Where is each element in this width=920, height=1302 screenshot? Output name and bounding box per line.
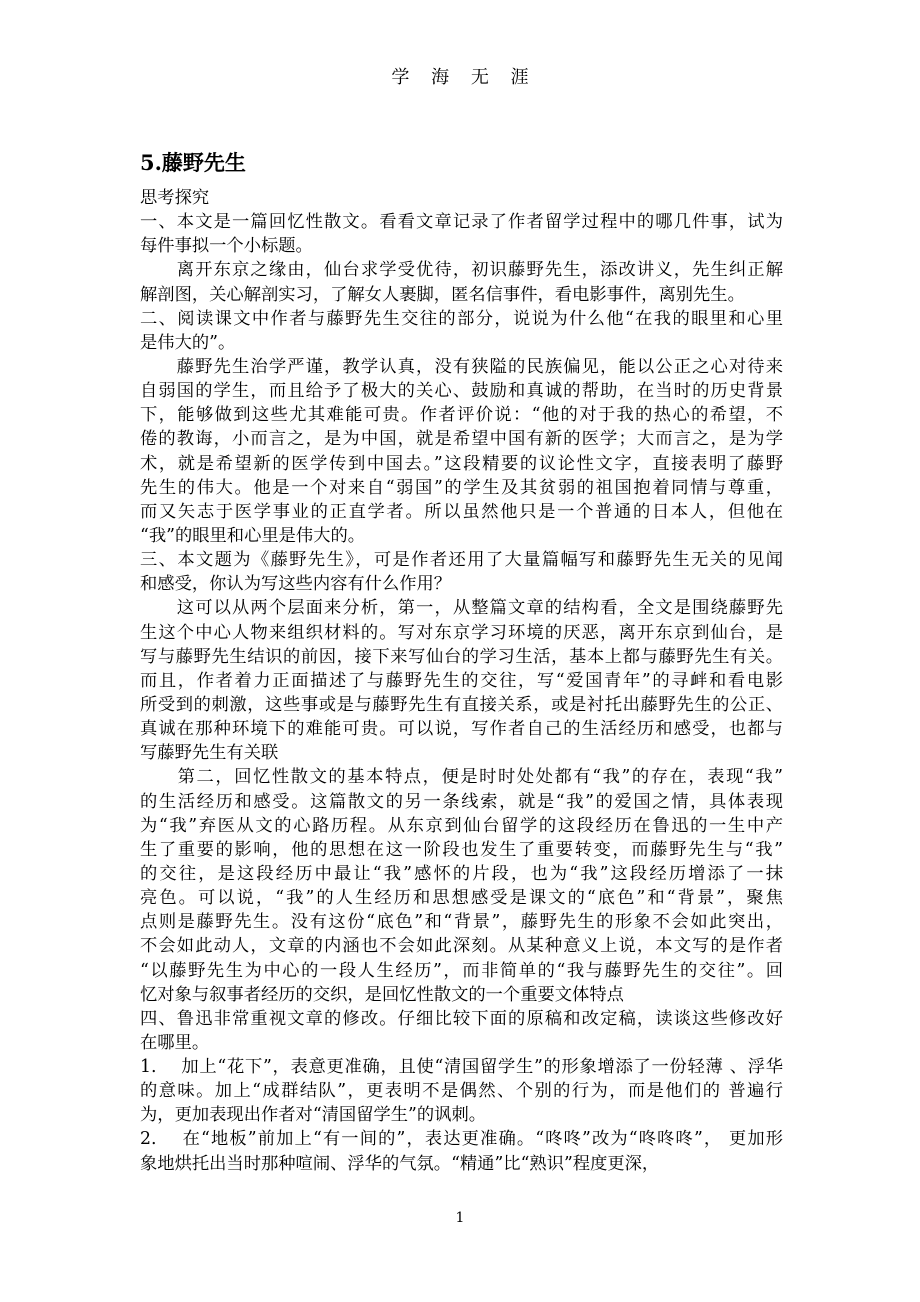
text-line: 为，更加表现出作者对“清国留学生”的讽刺。 <box>140 1105 487 1126</box>
text-line: 先生的伟大。他是一个对来自“弱国”的学生及其贫弱的祖国抱着同情与尊重， <box>140 477 783 498</box>
text-line: 三、本文题为《藤野先生》，可是作者还用了大量篇幅写和藤野先生无关的见闻 <box>140 550 783 571</box>
text-line: 这可以从两个层面来分析，第一，从整篇文章的结构看，全文是围绕藤野先 <box>140 598 783 619</box>
text-line: “以藤野先生为中心的一段人生经历”，而非简单的“我与藤野先生的交往”。回 <box>140 960 783 981</box>
text-line: 的意味。加上“成群结队”，更表明不是偶然、个别的行为，而是他们的 普遍行 <box>140 1081 783 1102</box>
text-line: 2. 在“地板”前加上“有一间的”，表达更准确。“咚咚”改为“咚咚咚”， 更加形 <box>140 1129 783 1150</box>
text-line: 的生活经历和感受。这篇散文的另一条线索，就是“我”的爱国之情，具体表现 <box>140 791 783 812</box>
paragraph <box>140 1127 783 1175</box>
text-line: 是伟大的”。 <box>140 332 236 353</box>
paragraph <box>140 765 783 1006</box>
paragraph <box>140 596 783 765</box>
text-line: 自弱国的学生，而且给予了极大的关心、鼓励和真诚的帮助，在当时的历史背景 <box>140 381 783 402</box>
text-line: 而且，作者着力正面描述了与藤野先生的交往，写“爱国青年”的寻衅和看电影 <box>140 670 783 691</box>
text-line: 解剖图，关心解剖实习，了解女人裹脚，匿名信事件，看电影事件，离别先生。 <box>140 284 745 305</box>
text-line: 每件事拟一个小标题。 <box>140 236 313 257</box>
text-line: 一、本文是一篇回忆性散文。看看文章记录了作者留学过程中的哪几件事，试为 <box>140 212 783 233</box>
text-line: 亮色。可以说，“我”的人生经历和思想感受是课文的“底色”和“背景”，聚焦 <box>140 888 783 909</box>
text-line: 术，就是希望新的医学传到中国去。”这段精要的议论性文字，直接表明了藤野 <box>140 453 783 474</box>
paragraph <box>140 307 783 355</box>
paragraph <box>140 258 783 306</box>
text-line: 生了重要的影响，他的思想在这一阶段也发生了重要转变，而藤野先生与“我” <box>140 839 783 860</box>
text-line: 点则是藤野先生。没有这份“底色”和“背景”，藤野先生的形象不会如此突出， <box>140 912 783 933</box>
text-line: 第二，回忆性散文的基本特点，便是时时处处都有“我”的存在，表现“我” <box>140 767 783 788</box>
text-line: 所受到的刺激，这些事或是与藤野先生有直接关系，或是衬托出藤野先生的公正、 <box>140 694 783 715</box>
text-line: 生这个中心人物来组织材料的。写对东京学习环境的厌恶，离开东京到仙台，是 <box>140 622 783 643</box>
article-body <box>140 186 783 1176</box>
text-line: 倦的教诲，小而言之，是为中国，就是希望中国有新的医学；大而言之，是为学 <box>140 429 783 450</box>
text-line: 写藤野先生有关联 <box>140 743 279 764</box>
text-line: 藤野先生治学严谨，教学认真，没有狭隘的民族偏见，能以公正之心对待来 <box>140 356 783 377</box>
text-line: 1. 加上“花下”，表意更准确，且使“清国留学生”的形象增添了一份轻薄 、浮华 <box>140 1057 783 1078</box>
text-line: 和感受，你认为写这些内容有什么作用？ <box>140 574 452 595</box>
text-line: 下，能够做到这些尤其难能可贵。作者评价说：“他的对于我的热心的希望，不 <box>140 405 783 426</box>
text-line: 写与藤野先生结识的前因，接下来写仙台的学习生活，基本上都与藤野先生有关。 <box>140 646 783 667</box>
text-line: 离开东京之缘由，仙台求学受优待，初识藤野先生，添改讲义，先生纠正解 <box>140 260 783 281</box>
text-line: “我”的眼里和心里是伟大的。 <box>140 525 366 546</box>
paragraph <box>140 1007 783 1055</box>
text-line: 为“我”弃医从文的心路历程。从东京到仙台留学的这段经历在鲁迅的一生中产 <box>140 815 783 836</box>
text-line: 不会如此动人，文章的内涵也不会如此深刻。从某种意义上说，本文写的是作者 <box>140 936 783 957</box>
paragraph <box>140 1055 783 1127</box>
text-line: 在哪里。 <box>140 1032 210 1053</box>
paragraph <box>140 186 783 210</box>
text-line: 四、鲁迅非常重视文章的修改。仔细比较下面的原稿和改定稿，读谈这些修改好 <box>140 1008 783 1029</box>
paragraph <box>140 355 783 548</box>
paragraph <box>140 210 783 258</box>
page-header: 学 海 无 涯 <box>391 67 537 88</box>
text-line: 二、阅读课文中作者与藤野先生交往的部分，说说为什么他“在我的眼里和心里 <box>140 308 783 329</box>
paragraph <box>140 548 783 596</box>
text-line: 真诚在那种环境下的难能可贵。可以说，写作者自己的生活经历和感受，也都与 <box>140 719 783 740</box>
text-line: 的交往，是这段经历中最让“我”感怀的片段，也为“我”这段经历增添了一抹 <box>140 863 783 884</box>
text-line: 思考探究 <box>140 188 210 208</box>
article-title: 5.藤野先生 <box>140 150 246 175</box>
page-number: 1 <box>455 1210 465 1226</box>
text-line: 而又矢志于医学事业的正直学者。所以虽然他只是一个普通的日本人，但他在 <box>140 501 783 522</box>
text-line: 象地烘托出当时那种喧闹、浮华的气氛。“精通”比“熟识”程度更深， <box>140 1153 660 1174</box>
text-line: 忆对象与叙事者经历的交织，是回忆性散文的一个重要文体特点 <box>140 984 624 1005</box>
